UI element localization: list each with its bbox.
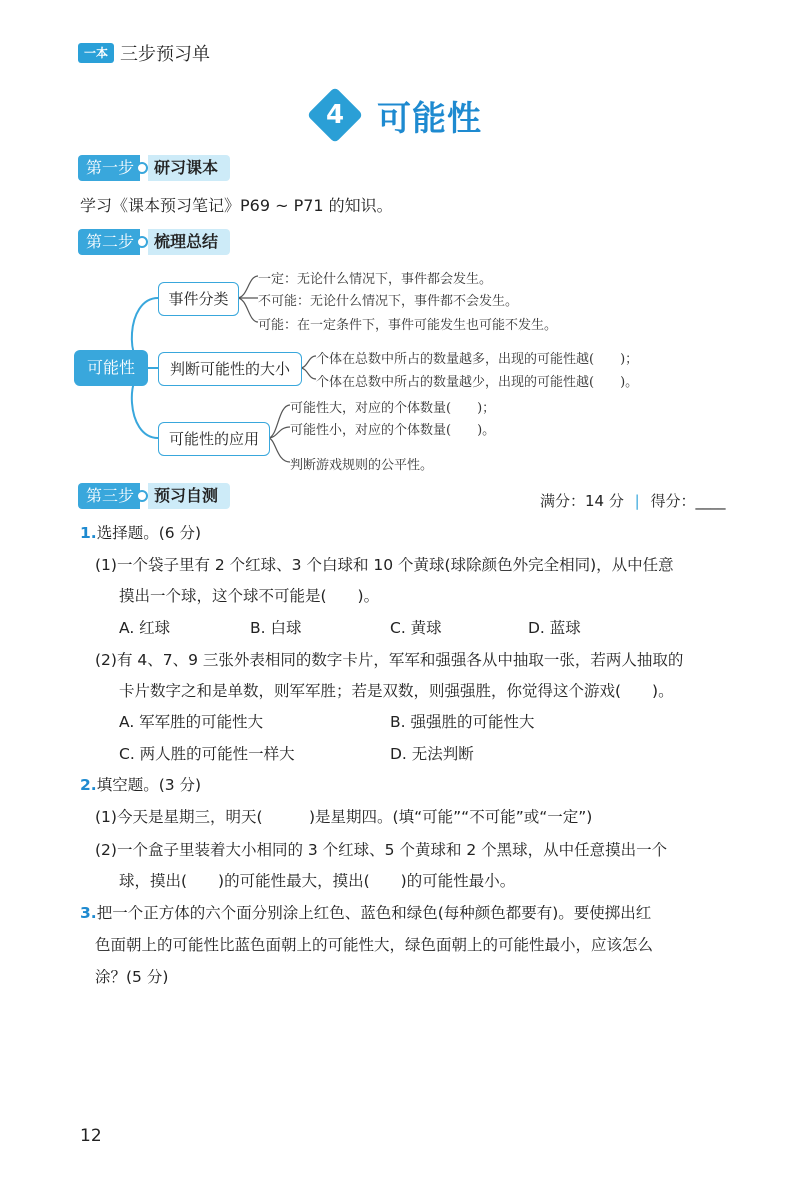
score-separator: | — [634, 492, 640, 510]
mindmap-note: 可能性小，对应的个体数量( )。 — [290, 423, 496, 438]
mindmap-note: 一定：无论什么情况下，事件都会发生。 — [258, 272, 493, 287]
mindmap-note: 可能性大，对应的个体数量( )； — [290, 401, 496, 416]
q2-part1: (1)今天是星期三，明天( )是星期四。(填“可能”“不可能”或“一定”) — [95, 808, 593, 826]
mindmap-node-judge-size: 判断可能性的大小 — [158, 352, 302, 386]
brand-logo: 一本 — [78, 43, 114, 63]
q1-part2-line1: (2)有 4、7、9 三张外表相同的数字卡片，军军和强强各从中抽取一张，若两人抽取的 — [95, 651, 684, 669]
question-text: 选择题。(6 分) — [96, 524, 202, 542]
question-2-title — [80, 775, 201, 795]
step2-tag: 第二步 — [78, 229, 140, 255]
q2-part2-line2: 球，摸出( )的可能性最大，摸出( )的可能性最小。 — [119, 872, 516, 890]
header-title: 三步预习单 — [120, 44, 210, 65]
step3-tag: 第三步 — [78, 483, 140, 509]
mindmap-note: 个体在总数中所占的数量越多，出现的可能性越( )； — [316, 352, 639, 367]
step-dot-icon — [136, 490, 148, 502]
question-3-line2: 色面朝上的可能性比蓝色面朝上的可能性大，绿色面朝上的可能性最小，应该怎么 — [95, 936, 654, 954]
q1-option-b: B. 强强胜的可能性大 — [390, 713, 535, 731]
full-score: 满分：14 分 — [540, 492, 624, 510]
question-3-line3: 涂？(5 分) — [95, 968, 169, 986]
q1-option-b: B. 白球 — [250, 619, 302, 637]
page-number: 12 — [80, 1126, 102, 1146]
step1-title: 研习课本 — [148, 155, 230, 181]
q1-part1-line1: (1)一个袋子里有 2 个红球、3 个白球和 10 个黄球(球除颜色外完全相同)，从中任意 — [95, 556, 674, 574]
question-text: 把一个正方体的六个面分别涂上红色、蓝色和绿色(每种颜色都要有)。要使掷出红 — [96, 904, 652, 922]
q1-option-a: A. 军军胜的可能性大 — [119, 713, 264, 731]
chapter-number: 4 — [325, 100, 345, 130]
score-line — [540, 490, 726, 511]
mindmap-note: 个体在总数中所占的数量越少，出现的可能性越( )。 — [316, 375, 639, 390]
mindmap-note: 不可能：无论什么情况下，事件都不会发生。 — [258, 294, 519, 309]
chapter-title-text: 可能性 — [377, 98, 482, 139]
question-text: 填空题。(3 分) — [96, 776, 202, 794]
mindmap-note: 可能：在一定条件下，事件可能发生也可能不发生。 — [258, 318, 558, 333]
q1-part1-line2: 摸出一个球，这个球不可能是( )。 — [119, 587, 380, 605]
score-field[interactable]: 得分：____ — [650, 492, 726, 510]
q2-part2-line1: (2)一个盒子里装着大小相同的 3 个红球、5 个黄球和 2 个黑球，从中任意摸出一个 — [95, 841, 668, 859]
question-number: 2. — [80, 776, 97, 794]
mindmap-root: 可能性 — [74, 350, 148, 386]
step1-text: 学习《课本预习笔记》P69 ~ P71 的知识。 — [80, 196, 393, 215]
mindmap-note: 判断游戏规则的公平性。 — [290, 458, 434, 473]
step3-title: 预习自测 — [148, 483, 230, 509]
question-3-line1 — [80, 903, 651, 923]
q1-option-c: C. 两人胜的可能性一样大 — [119, 745, 295, 763]
q1-option-d: D. 无法判断 — [390, 745, 474, 763]
question-number: 1. — [80, 524, 97, 542]
step3-label — [78, 483, 230, 509]
q1-option-d: D. 蓝球 — [528, 619, 581, 637]
step1-tag: 第一步 — [78, 155, 140, 181]
q1-option-a: A. 红球 — [119, 619, 171, 637]
q1-part2-line2: 卡片数字之和是单数，则军军胜；若是双数，则强强胜，你觉得这个游戏( )。 — [119, 682, 674, 700]
q1-option-c: C. 黄球 — [390, 619, 442, 637]
question-1-title — [80, 523, 201, 543]
mindmap-node-event-types: 事件分类 — [158, 282, 239, 316]
step2-title: 梳理总结 — [148, 229, 230, 255]
question-number: 3. — [80, 904, 97, 922]
mindmap-node-application: 可能性的应用 — [158, 422, 270, 456]
